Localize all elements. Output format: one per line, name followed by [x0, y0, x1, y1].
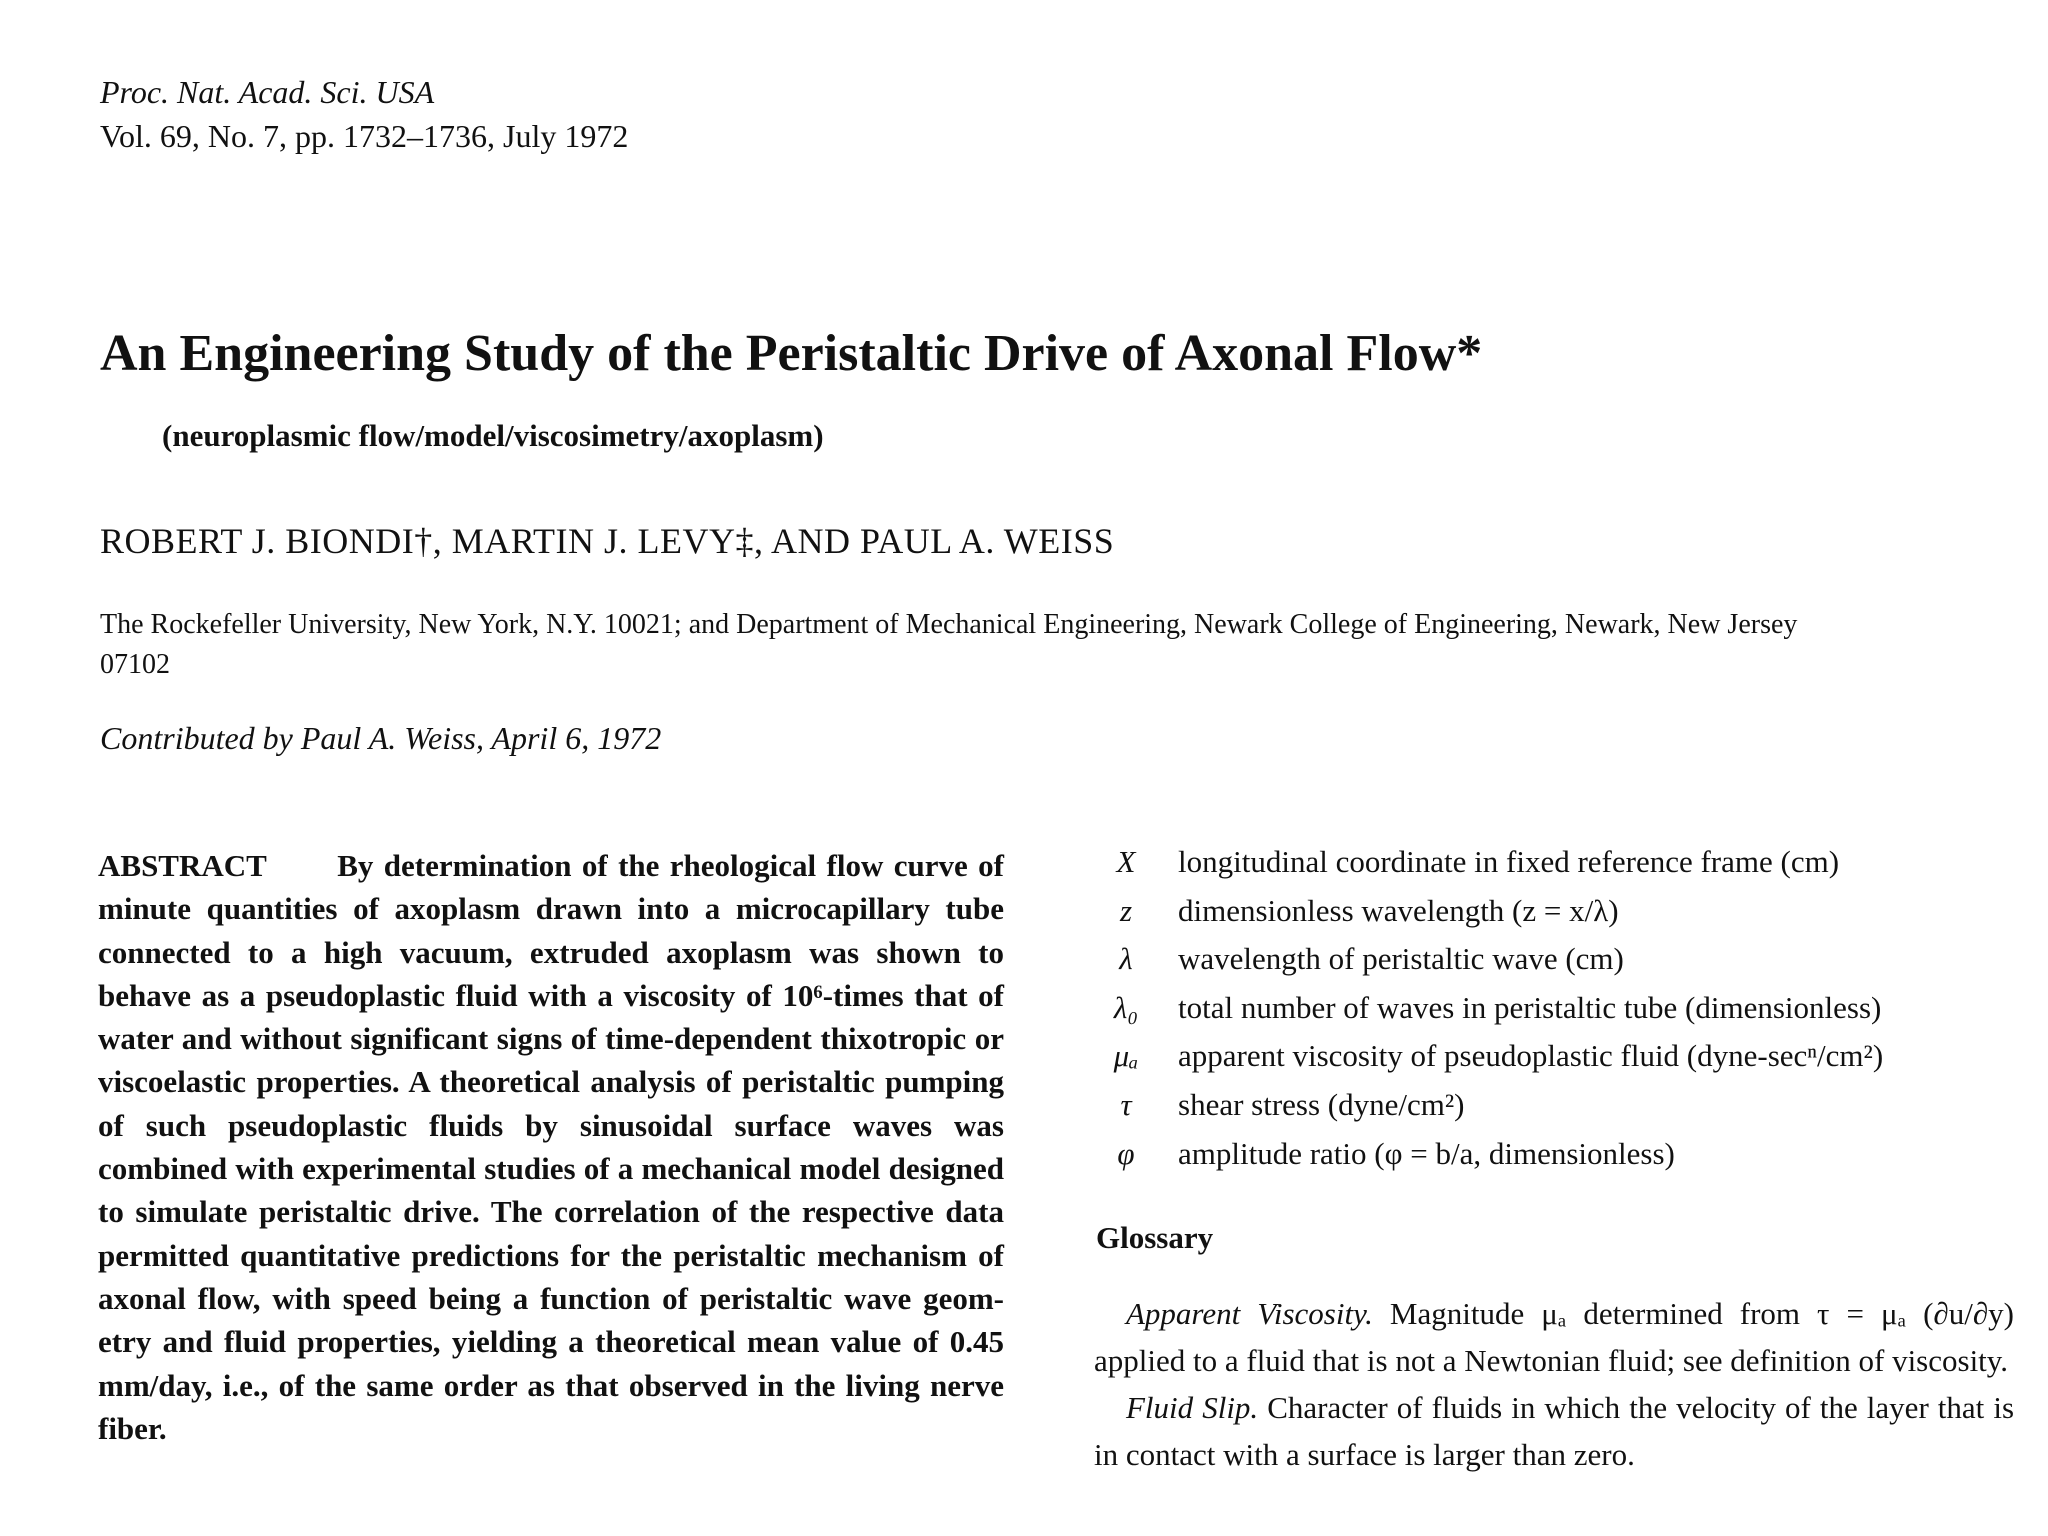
symbol-row: [1096, 1038, 2016, 1087]
abstract: [98, 844, 1004, 1450]
journal-header: [100, 70, 628, 158]
contributed-by: Contributed by Paul A. Weiss, April 6, 1972: [100, 720, 662, 756]
symbol-row: [1096, 893, 2016, 942]
journal-volume: Vol. 69, No. 7, pp. 1732–1736, July 1972: [100, 118, 629, 154]
glossary: [1094, 1290, 2014, 1478]
symbol: X: [1116, 844, 1136, 879]
glossary-term: Fluid Slip.: [1126, 1390, 1259, 1425]
symbol-row: [1096, 844, 2016, 893]
symbol: μₐ: [1113, 1038, 1139, 1074]
affiliation: The Rockefeller University, New York, N.Y. 10021; and Department of Mechanical Engineering, Newark College of Engineering, Newark, New Jersey 07102: [100, 609, 1798, 680]
symbol: λ₀: [1113, 989, 1139, 1025]
symbol-row: [1096, 990, 2016, 1039]
symbol-definition: total number of waves in peristaltic tube (dimensionless): [1178, 989, 1882, 1025]
glossary-text: Character of fluids in which the velocity of the layer that is in contact with a surface is larger than zero.: [1094, 1390, 2015, 1472]
symbol-definition: apparent viscosity of pseudoplastic fluid (dyne-secⁿ/cm²): [1178, 1038, 1884, 1074]
glossary-entry: [1094, 1384, 2014, 1478]
symbol-definition: wavelength of peristaltic wave (cm): [1178, 941, 1624, 977]
symbol-definition: dimensionless wavelength (z = x/λ): [1178, 892, 1619, 928]
symbol-definition: longitudinal coordinate in fixed reference frame (cm): [1178, 844, 1840, 879]
symbol: φ: [1117, 1135, 1135, 1171]
glossary-text: Magnitude μₐ determined from τ = μₐ (∂u/∂y) applied to a fluid that is not a Newtonian fluid; see definition of viscosity.: [1094, 1296, 2014, 1378]
glossary-term: Apparent Viscosity.: [1126, 1296, 1373, 1331]
symbol-list: [1096, 844, 2016, 1184]
abstract-text: By determination of the rheological flow curve of minute quantities of axoplasm drawn into a microcapillary tube connected to a high vacuum, extruded axoplasm was shown to behave as a pseudoplastic fluid with a viscosity of 10⁶-times that of water and without significant signs of time-dependent thixotropic or viscoelastic properties. A theoretical analysis of peristaltic pumping of such pseudoplastic fluids by sinusoidal surface waves was combined with experimental studies of a mechanical model designed to simulate peristaltic drive. The correlation of the respective data permitted quantitative predictions for the peristaltic mechanism of axonal flow, with speed being a function of peristaltic wave geometry and fluid properties, yielding a theoretical mean value of 0.45 mm/day, i.e., of the same order as that observed in the living nerve fiber.: [98, 848, 1004, 1446]
symbol-row: [1096, 1087, 2016, 1136]
glossary-entry: [1094, 1290, 2014, 1384]
symbol: λ: [1119, 941, 1133, 977]
journal-name: Proc. Nat. Acad. Sci. USA: [100, 74, 435, 110]
glossary-heading: Glossary: [1096, 1220, 1214, 1255]
symbol-row: [1096, 941, 2016, 990]
symbol: τ: [1120, 1086, 1132, 1122]
keywords: (neuroplasmic flow/model/viscosimetry/axoplasm): [162, 418, 824, 453]
symbol-definition: amplitude ratio (φ = b/a, dimensionless): [1178, 1135, 1675, 1171]
abstract-label: ABSTRACT: [98, 848, 267, 883]
symbol: z: [1119, 892, 1133, 928]
authors: ROBERT J. BIONDI†, MARTIN J. LEVY‡, AND PAUL A. WEISS: [100, 521, 1115, 561]
symbol-definition: shear stress (dyne/cm²): [1178, 1086, 1465, 1122]
symbol-row: [1096, 1136, 2016, 1185]
paper-title: An Engineering Study of the Peristaltic Drive of Axonal Flow*: [100, 325, 1483, 382]
